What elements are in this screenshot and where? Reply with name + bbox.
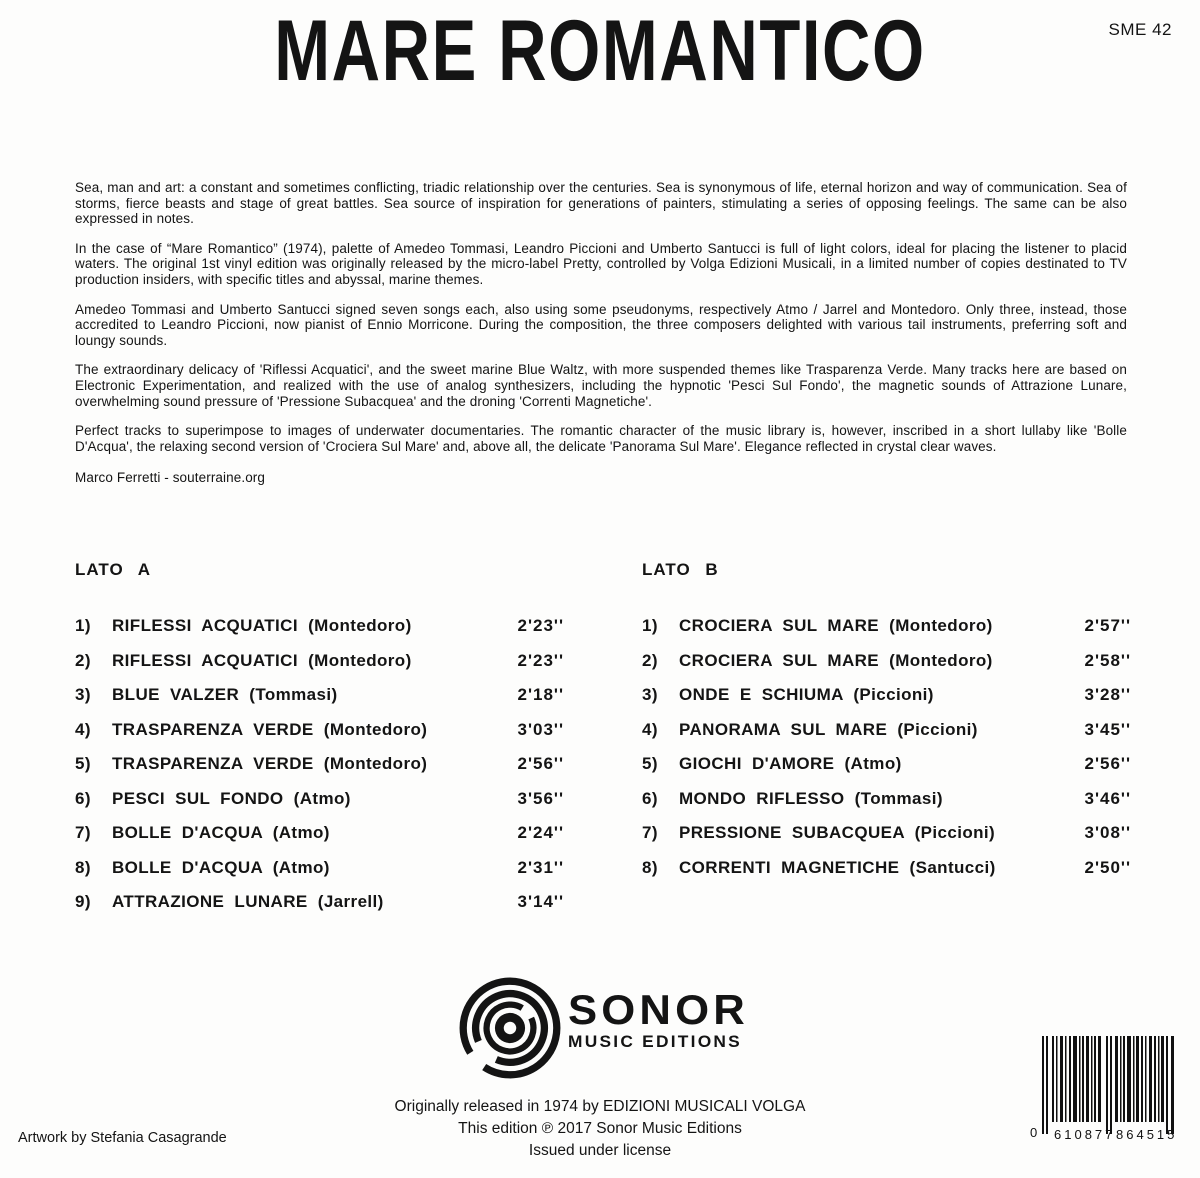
track-composer: (Montedoro) [889,650,993,670]
barcode-digits-group1: 610877 [1054,1127,1116,1142]
track-time: 3'14'' [517,892,564,911]
track-time: 3'56'' [517,788,564,808]
track-composer: (Atmo) [272,823,330,842]
track-number: 8) [642,857,658,877]
liner-paragraph: Amedeo Tommasi and Umberto Santucci signed seven songs each, also using some pseudonyms, respectively Atmo / Jarrel and Montedoro. Only three, instead, those accredited to Leandro Piccioni, now pianist of Ennio Morricone. During the composition, the three composers delighted with various tail instruments, preferring soft and loungy sounds. [75,301,1127,348]
track-row [642,685,1131,705]
track-composer: (Santucci) [909,857,996,877]
side-a-label: LATO A [75,560,152,579]
liner-paragraph: Perfect tracks to superimpose to images of underwater documentaries. The romantic character of the music library is, however, inscribed in a short lullaby like 'Bolle D'Acqua', the relaxing second version of 'Crociera Sul Mare' and, above all, the delicate 'Panorama Sul Mare'. Elegance reflected in crystal clear waves. [75,423,1127,454]
track-number: 6) [642,788,658,808]
track-time: 3'03'' [517,719,564,739]
track-row [642,720,1131,740]
track-time: 2'24'' [517,823,564,842]
track-number: 3) [642,685,658,704]
record-spiral-icon [458,976,562,1080]
track-row [75,616,564,636]
track-title: MONDO RIFLESSO [679,788,845,808]
artwork-credit: Artwork by Stefania Casagrande [18,1130,227,1146]
track-composer: (Atmo) [272,857,330,877]
track-title: BOLLE D'ACQUA [112,823,263,842]
track-time: 2'23'' [517,650,564,670]
label-logo [0,976,1200,1080]
release-line: Originally released in 1974 by EDIZIONI MUSICALI VOLGA [394,1098,806,1115]
track-composer: (Tommasi) [854,788,943,808]
track-number: 5) [75,754,91,773]
track-composer: (Montedoro) [323,754,428,773]
label-tagline: MUSIC EDITIONS [567,1031,742,1051]
track-composer: (Montedoro) [308,616,412,635]
track-title: GIOCHI D'AMORE [679,754,835,773]
track-row [75,858,564,878]
track-number: 7) [642,823,658,842]
track-title: CROCIERA SUL MARE [679,616,880,635]
track-number: 4) [642,719,658,739]
track-title: CROCIERA SUL MARE [679,650,880,670]
liner-paragraph: The extraordinary delicacy of 'Riflessi Acquatici', and the sweet marine Blue Waltz, with more suspended themes like Trasparenza Verde. Many tracks here are based on Electronic Experimentation, and realized with the use of analog synthesizers, including the hypnotic 'Pesci Sul Fondo', the magnetic sounds of Attrazione Lunare, overwhelming sound pressure of 'Pressione Subacquea' and the droning 'Correnti Magnetiche'. [75,362,1127,409]
liner-paragraph: Sea, man and art: a constant and sometimes conflicting, triadic relationship over the centuries. Sea is synonymous of life, eternal horizon and way of communication. Sea of storms, fierce beasts and stage of great battles. Sea source of inspiration for generations of painters, stimulating a series of opposing feelings. The same can be also expressed in notes. [75,180,1127,227]
side-b-label: LATO B [642,560,719,579]
track-time: 3'28'' [1084,685,1131,704]
track-row [642,789,1131,809]
release-line: This edition ℗ 2017 Sonor Music Editions [458,1120,742,1137]
track-composer: (Montedoro) [889,616,993,635]
track-title: RIFLESSI ACQUATICI [112,650,298,670]
track-number: 3) [75,685,91,704]
track-number: 1) [642,616,658,635]
track-time: 3'45'' [1084,719,1131,739]
track-number: 7) [75,823,91,842]
track-title: RIFLESSI ACQUATICI [112,616,298,635]
track-composer: (Atmo) [293,788,351,808]
track-row [642,858,1131,878]
side-b [642,560,1131,927]
track-time: 2'56'' [1084,754,1131,773]
track-composer: (Montedoro) [323,719,428,739]
track-row [75,823,564,843]
barcode-digits-group2: 864515 [1116,1127,1178,1142]
track-title: TRASPARENZA VERDE [112,754,314,773]
track-number: 8) [75,857,91,877]
catalog-number: SME 42 [1108,20,1172,39]
track-title: PANORAMA SUL MARE [679,719,888,739]
release-info [0,1096,1200,1162]
track-time: 2'23'' [517,616,564,635]
track-composer: (Piccioni) [914,823,996,842]
track-time: 2'57'' [1084,616,1131,635]
track-composer: (Piccioni) [897,719,978,739]
track-time: 2'18'' [517,685,564,704]
track-row [642,651,1131,671]
track-row [75,720,564,740]
liner-notes [75,180,1127,500]
track-row [642,754,1131,774]
track-title: PRESSIONE SUBACQUEA [679,823,905,842]
release-line: Issued under license [528,1142,672,1159]
track-time: 2'31'' [517,857,564,877]
track-composer: (Tommasi) [249,685,338,704]
track-title: BOLLE D'ACQUA [112,857,263,877]
track-row [75,789,564,809]
track-composer: (Jarrell) [317,892,384,911]
track-time: 2'58'' [1084,650,1131,670]
track-time: 2'56'' [517,754,564,773]
barcode [1028,1036,1178,1148]
barcode-digit-left: 0 [1030,1125,1038,1140]
track-row [75,685,564,705]
track-number: 1) [75,616,91,635]
track-number: 5) [642,754,658,773]
liner-author: Marco Ferretti - souterraine.org [75,470,266,486]
track-title: PESCI SUL FONDO [112,788,284,808]
track-composer: (Atmo) [844,754,902,773]
track-row [642,823,1131,843]
label-name: SONOR [567,986,749,1033]
track-number: 2) [642,650,658,670]
track-composer: (Montedoro) [308,650,412,670]
track-title: CORRENTI MAGNETICHE [679,857,900,877]
track-title: ATTRAZIONE LUNARE [112,892,308,911]
track-row [642,616,1131,636]
track-composer: (Piccioni) [853,685,934,704]
track-title: TRASPARENZA VERDE [112,719,314,739]
track-number: 9) [75,892,91,911]
side-a [75,560,564,927]
track-time: 2'50'' [1084,857,1131,877]
track-time: 3'08'' [1084,823,1131,842]
track-number: 2) [75,650,91,670]
track-row [75,754,564,774]
liner-paragraph: In the case of “Mare Romantico” (1974), palette of Amedeo Tommasi, Leandro Piccioni and Umberto Santucci is full of light colors, ideal for placing the listener to placid waters. The original 1st vinyl edition was originally released by the micro-label Pretty, controlled by Volga Edizioni Musicali, in a limited number of copies destinated to TV production insiders, with specific titles and abyssal, marine themes. [75,240,1127,287]
track-row [75,651,564,671]
track-time: 3'46'' [1084,788,1131,808]
album-title: MARE ROMANTICO [274,3,926,99]
tracklists [75,560,1131,927]
track-number: 6) [75,788,91,808]
track-title: BLUE VALZER [112,685,240,704]
track-number: 4) [75,719,91,739]
track-title: ONDE E SCHIUMA [679,685,844,704]
track-row [75,892,564,912]
